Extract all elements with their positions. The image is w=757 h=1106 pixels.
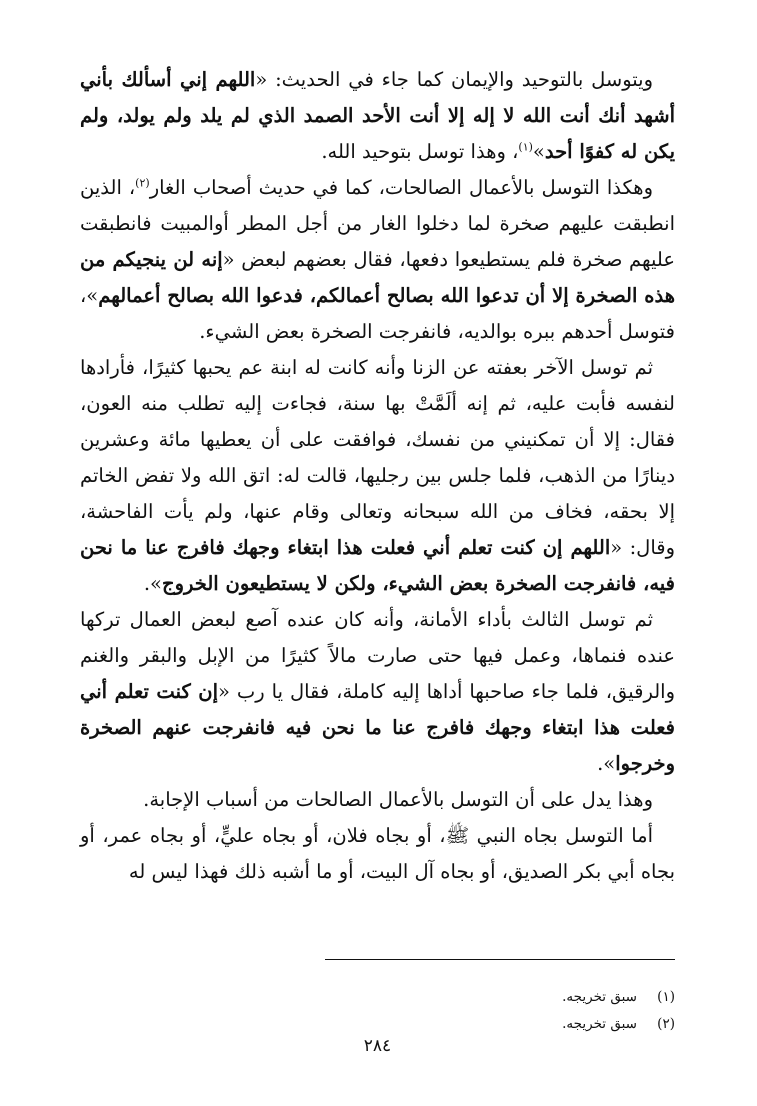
hadith-quote-text: اللهم إن كنت تعلم أني فعلت هذا ابتغاء وجهك فافرج عنا ما نحن فيه، فانفرجت الصخرة بعض الشيء، ولكن لا يستطيعون الخروج	[80, 536, 675, 595]
paragraph-4	[80, 602, 675, 782]
paragraph-6	[80, 818, 675, 890]
body-text: ثم توسل الثالث بأداء الأمانة، وأنه كان عنده آصع لبعض العمال تركها عنده فنماها، وعمل فيها حتى صارت مالاً كثيرًا من الإبل والبقر والغنم والرقيق، فلما جاء صاحبها أداها إليه كاملة، فقال يا رب «	[80, 608, 675, 703]
book-page	[80, 62, 675, 1106]
body-text: وهذا يدل على أن التوسل بالأعمال الصالحات من أسباب الإجابة.	[143, 788, 653, 811]
paragraph-3	[80, 350, 675, 602]
footnotes	[80, 984, 675, 1038]
body-text: ».	[597, 752, 616, 775]
footnote-number: (٢)	[657, 1016, 675, 1032]
footnote-2	[80, 1011, 675, 1038]
hadith-quote-text: إنه لن ينجيكم من هذه الصخرة إلا أن تدعوا الله بصالح أعمالكم، فدعوا الله بصالح أعمالهم	[80, 248, 675, 307]
page-number: ٢٨٤	[363, 1036, 392, 1056]
footnote-1	[80, 984, 675, 1011]
footnote-text: سبق تخريجه.	[562, 1016, 637, 1032]
paragraph-2	[80, 170, 675, 350]
body-text: ويتوسل بالتوحيد والإيمان كما جاء في الحديث: «	[255, 68, 653, 91]
footnote-number: (١)	[657, 989, 675, 1005]
hadith-quote-text: اللهم إني أسألك بأني أشهد أنك أنت الله لا إله إلا أنت الأحد الصمد الذي لم يلد ولم يولد، ولم يكن له كفوًا أحد	[80, 68, 675, 163]
body-text: ».	[143, 572, 162, 595]
body-text: أما التوسل بجاه النبي ﷺ، أو بجاه فلان، أو بجاه عليٍّ، أو بجاه عمر، أو بجاه أبي بكر الصديق، أو بجاه آل البيت، أو ما أشبه ذلك فهذا ليس له	[80, 824, 675, 883]
body-text: وهكذا التوسل بالأعمال الصالحات، كما في حديث أصحاب الغار	[149, 176, 654, 199]
hadith-quote-text: إن كنت تعلم أني فعلت هذا ابتغاء وجهك فافرج عنا ما نحن فيه فانفرجت عنهم الصخرة وخرجوا	[80, 680, 675, 775]
paragraph-1	[80, 62, 675, 170]
body-text: »	[532, 140, 545, 163]
footnote-text: سبق تخريجه.	[562, 989, 637, 1005]
footnote-reference: (١)	[518, 140, 533, 154]
main-text-body	[80, 62, 675, 890]
body-text: ثم توسل الآخر بعفته عن الزنا وأنه كانت له ابنة عم يحبها كثيرًا، فأرادها لنفسه فأبت عليه، ثم إنه ألَمَّتْ بها سنة، فجاءت إليه تطلب منه العون، فقال: إلا أن تمكنيني من نفسك، فوافقت على أن يعطيها مائة وعشرين دينارًا من الذهب، فلما جلس بين رجليها، قالت له: اتق الله ولا تفض الخاتم إلا بحقه، فخاف من الله سبحانه وتعالى وقام عنها، ولم يأت الفاحشة، وقال: «	[80, 356, 676, 559]
paragraph-5	[80, 782, 675, 818]
footnote-separator	[325, 959, 675, 960]
footnote-reference: (٢)	[135, 176, 150, 190]
body-text: ، الذين انطبقت عليهم صخرة لما دخلوا الغار من أجل المطر أوالمبيت فانطبقت عليهم صخرة فلم يستطيعوا دفعها، فقال بعضهم لبعض «	[80, 176, 675, 271]
body-text: ، وهذا توسل بتوحيد الله.	[321, 140, 519, 163]
body-text: »، فتوسل أحدهم ببره بوالديه، فانفرجت الصخرة بعض الشيء.	[80, 284, 675, 343]
